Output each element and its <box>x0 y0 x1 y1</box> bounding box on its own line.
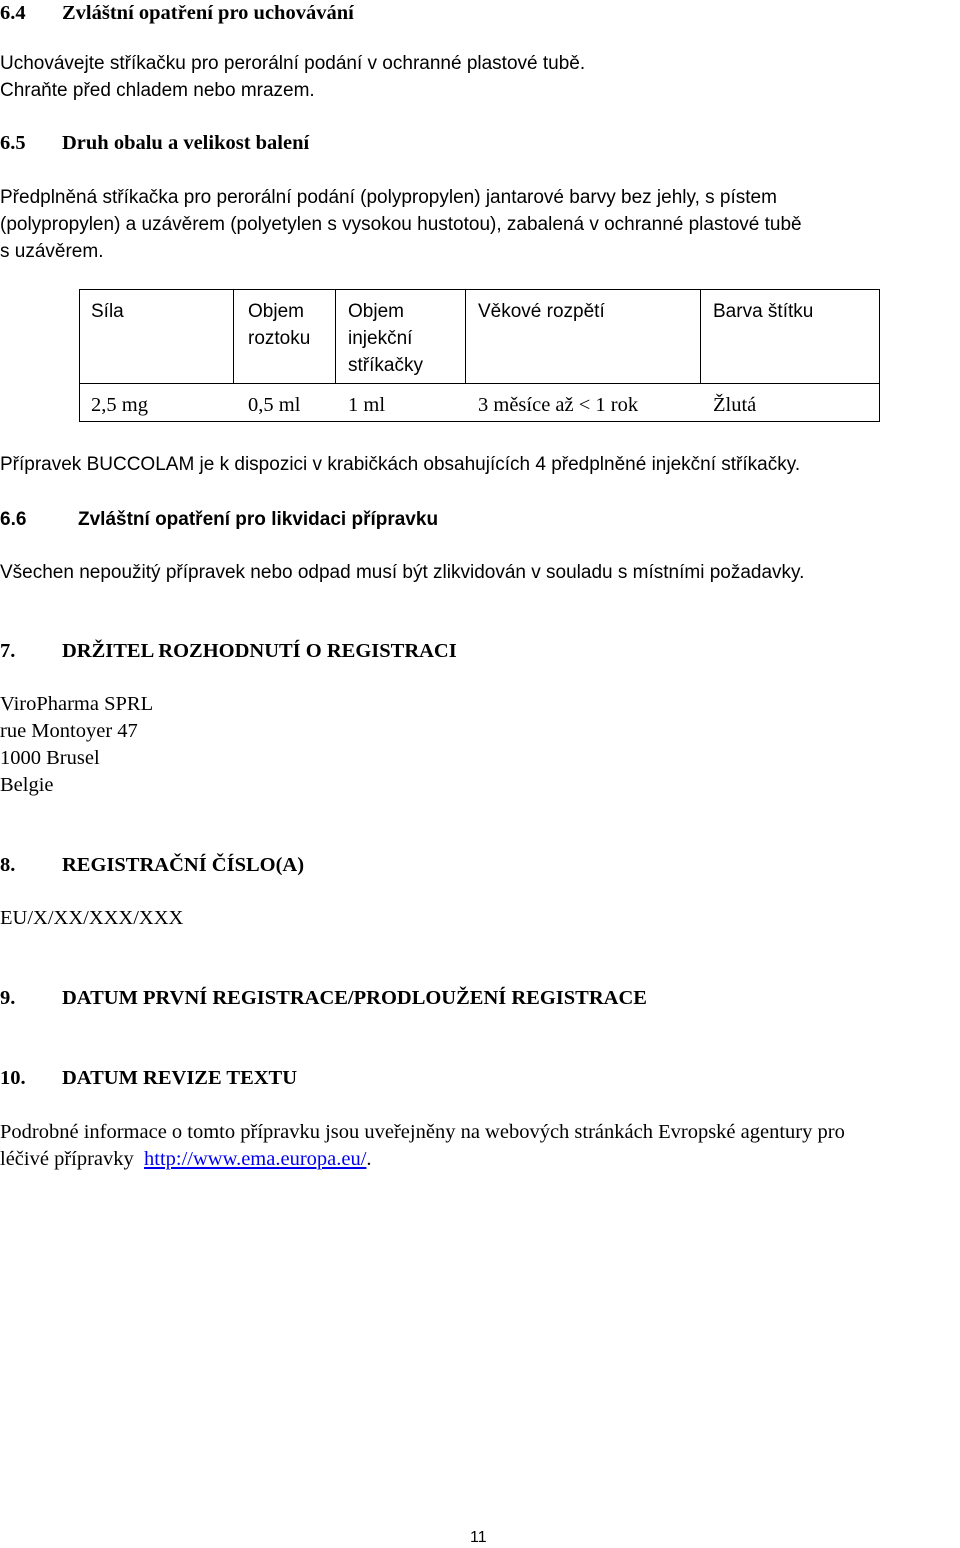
table-cell-syringe-volume: 1 ml <box>348 394 386 416</box>
registration-number: EU/X/XX/XXX/XXX <box>0 907 184 929</box>
section-title: REGISTRAČNÍ ČÍSLO(A) <box>62 854 305 876</box>
header-cell-syringe-volume: Objem injekční stříkačky <box>348 301 423 376</box>
section-number: 7. <box>0 640 16 662</box>
info-text <box>0 1119 845 1173</box>
ema-website-link[interactable]: http://www.ema.europa.eu/ <box>144 1148 367 1170</box>
table-cell-solution-volume: 0,5 ml <box>248 394 301 416</box>
table-cell-strength: 2,5 mg <box>91 394 148 416</box>
storage-text <box>0 50 585 104</box>
container-line-2: (polypropylen) a uzávěrem (polyetylen s vysokou hustotou), zabalená v ochranné plastové tubě <box>0 214 802 235</box>
storage-line-2: Chraňte před chladem nebo mrazem. <box>0 80 315 101</box>
container-line-1: Předplněná stříkačka pro perorální podání (polypropylen) jantarové barvy bez jehly, s pístem <box>0 187 777 208</box>
section-title: DATUM REVIZE TEXTU <box>62 1067 298 1089</box>
disposal-text: Všechen nepoužitý přípravek nebo odpad musí být zlikvidován v souladu s místními požadavky. <box>0 562 805 583</box>
section-number: 10. <box>0 1067 26 1089</box>
holder-address <box>0 691 153 799</box>
column-divider <box>465 290 466 383</box>
header-cell-label-colour: Barva štítku <box>713 301 814 322</box>
table-cell-age-range: 3 měsíce až < 1 rok <box>478 394 639 416</box>
holder-city: 1000 Brusel <box>0 747 100 769</box>
header-cell-strength: Síla <box>91 301 124 322</box>
section-number: 9. <box>0 987 16 1009</box>
column-divider <box>700 290 701 383</box>
section-number: 6.5 <box>0 132 26 154</box>
header-cell-solution-volume: Objem roztoku <box>248 301 311 349</box>
storage-line-1: Uchovávejte stříkačku pro perorální podání v ochranné plastové tubě. <box>0 53 586 74</box>
container-line-3: s uzávěrem. <box>0 241 104 262</box>
info-line-1: Podrobné informace o tomto přípravku jsou uveřejněny na webových stránkách Evropské agentury pro <box>0 1121 845 1143</box>
header-cell-age-range: Věkové rozpětí <box>478 301 605 322</box>
section-title: Zvláštní opatření pro likvidaci přípravku <box>78 509 439 530</box>
pack-table <box>79 289 880 422</box>
section-number: 6.4 <box>0 2 26 24</box>
holder-street: rue Montoyer 47 <box>0 720 138 742</box>
section-title: DATUM PRVNÍ REGISTRACE/PRODLOUŽENÍ REGISTRACE <box>62 987 647 1009</box>
table-cell-label-colour: Žlutá <box>713 394 757 416</box>
column-divider <box>335 290 336 383</box>
page-number: 11 <box>470 1529 487 1546</box>
container-text <box>0 184 802 265</box>
holder-name: ViroPharma SPRL <box>0 693 154 715</box>
section-number: 8. <box>0 854 16 876</box>
holder-country: Belgie <box>0 774 54 796</box>
section-number: 6.6 <box>0 509 27 530</box>
section-title: Zvláštní opatření pro uchovávání <box>62 2 354 24</box>
pack-note: Přípravek BUCCOLAM je k dispozici v krabičkách obsahujících 4 předplněné injekční stříkačky. <box>0 454 801 475</box>
header-divider <box>80 383 879 384</box>
info-line-2: léčivé přípravky http://www.ema.europa.eu/. <box>0 1148 372 1170</box>
section-title: Druh obalu a velikost balení <box>62 132 310 154</box>
section-title: DRŽITEL ROZHODNUTÍ O REGISTRACI <box>62 640 457 662</box>
column-divider <box>233 290 234 383</box>
